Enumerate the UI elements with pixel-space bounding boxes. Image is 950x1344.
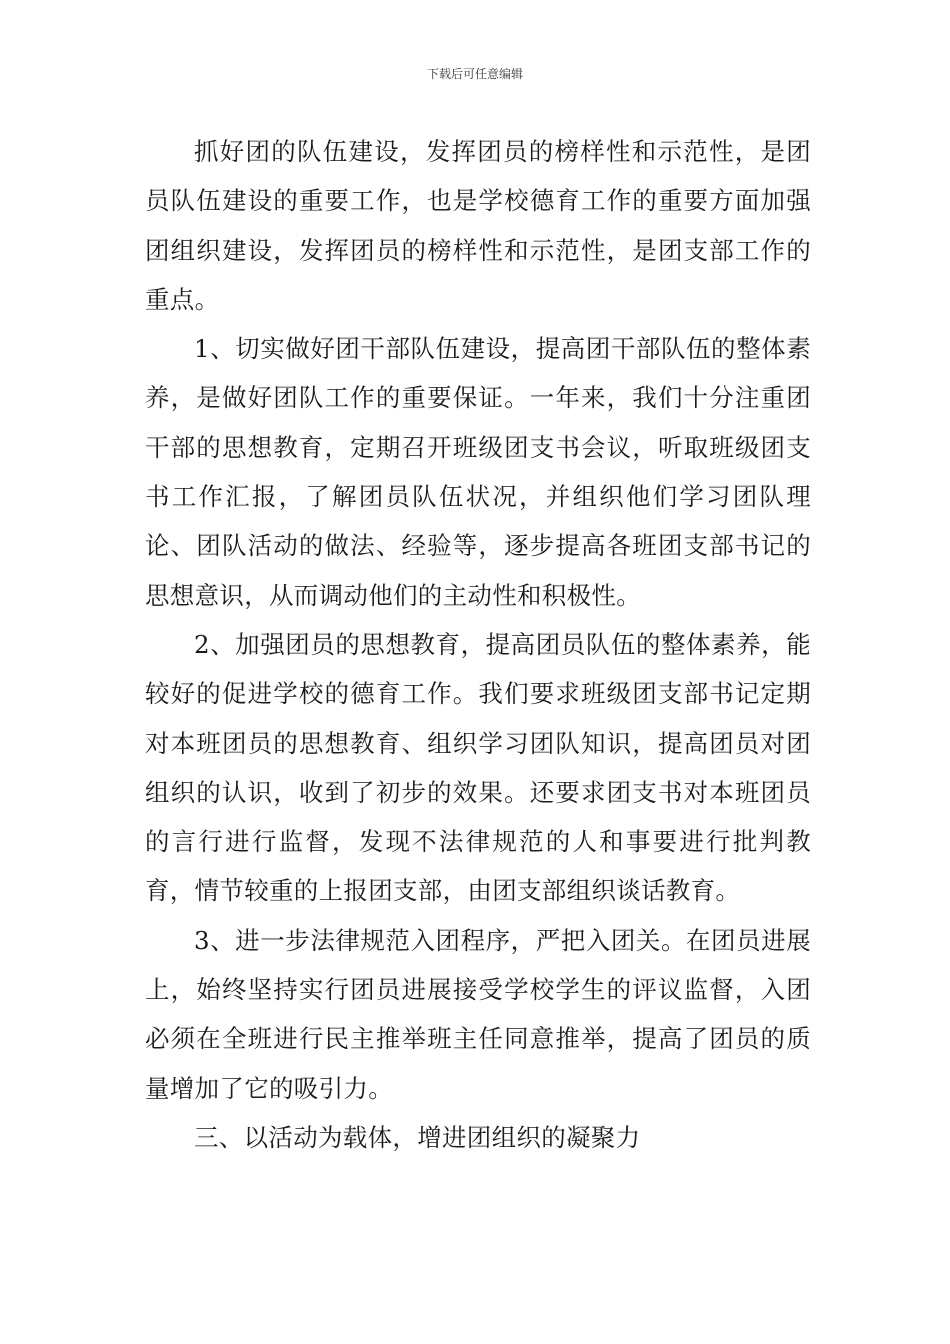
paragraph-item-1: 1、切实做好团干部队伍建设，提高团干部队伍的整体素养，是做好团队工作的重要保证。一年来，我们十分注重团干部的思想教育，定期召开班级团支书会议，听取班级团支书工作汇报，了解团员队伍状况，并组织他们学习团队理论、团队活动的做法、经验等，逐步提高各班团支部书记的思想意识，从而调动他们的主动性和积极性。	[145, 334, 811, 610]
paragraph-item-2: 2、加强团员的思想教育，提高团员队伍的整体素养，能较好的促进学校的德育工作。我们要求班级团支部书记定期对本班团员的思想教育、组织学习团队知识，提高团员对团组织的认识，收到了初步的效果。还要求团支书对本班团员的言行进行监督，发现不法律规范的人和事要进行批判教育，情节较重的上报团支部，由团支部组织谈话教育。	[145, 629, 811, 906]
section-heading-3: 三、以活动为载体，增进团组织的凝聚力	[194, 1122, 641, 1152]
paragraph-intro: 抓好团的队伍建设，发挥团员的榜样性和示范性，是团员队伍建设的重要工作，也是学校德育工作的重要方面加强团组织建设，发挥团员的榜样性和示范性，是团支部工作的重点。	[145, 137, 811, 314]
header-note: 下载后可任意编辑	[426, 67, 523, 81]
document-body	[145, 127, 811, 1162]
paragraph-item-3: 3、进一步法律规范入团程序，严把入团关。在团员进展上，始终坚持实行团员进展接受学校学生的评议监督，入团必须在全班进行民主推举班主任同意推举，提高了团员的质量增加了它的吸引力。	[145, 925, 811, 1103]
